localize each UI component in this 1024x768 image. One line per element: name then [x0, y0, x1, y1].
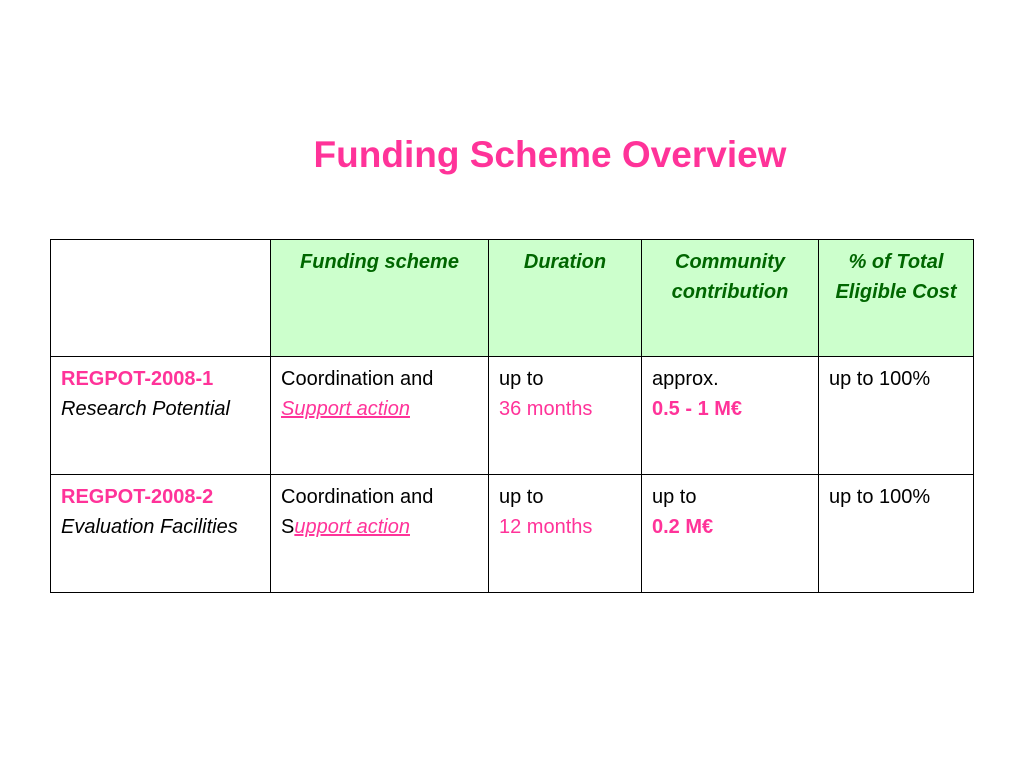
- support-action-link[interactable]: Support action: [281, 398, 410, 420]
- table-header-row: [51, 240, 974, 357]
- programme-code: REGPOT-2008-1: [61, 368, 214, 390]
- contribution-cell: [642, 357, 819, 475]
- table-row: [51, 475, 974, 593]
- programme-cell: [51, 357, 271, 475]
- header-funding-scheme: Funding scheme: [271, 240, 489, 357]
- support-action-link[interactable]: upport action: [294, 516, 410, 538]
- contribution-value: 0.2 M€: [652, 516, 714, 538]
- header-community-contribution: Community contribution: [642, 240, 819, 357]
- header-duration: Duration: [489, 240, 642, 357]
- programme-cell: [51, 475, 271, 593]
- duration-value: 36 months: [499, 398, 593, 420]
- contribution-value: 0.5 - 1 M€: [652, 398, 743, 420]
- table-row: [51, 357, 974, 475]
- scheme-prefix: Coordination and: [281, 368, 434, 390]
- contribution-prefix: up to: [652, 486, 697, 508]
- scheme-initial: S: [281, 516, 295, 538]
- duration-prefix: up to: [499, 486, 544, 508]
- funding-scheme-table: [50, 239, 974, 593]
- header-blank-cell: [51, 240, 271, 357]
- duration-cell: [489, 357, 642, 475]
- programme-code: REGPOT-2008-2: [61, 486, 214, 508]
- header-percent-total: % of Total Eligible Cost: [819, 240, 974, 357]
- page-title: Funding Scheme Overview: [313, 134, 787, 175]
- scheme-prefix: Coordination and: [281, 486, 434, 508]
- contribution-prefix: approx.: [652, 368, 719, 390]
- contribution-cell: [642, 475, 819, 593]
- percent-cell: up to 100%: [819, 475, 974, 593]
- scheme-cell: [271, 357, 489, 475]
- percent-cell: up to 100%: [819, 357, 974, 475]
- duration-value: 12 months: [499, 516, 593, 538]
- duration-prefix: up to: [499, 368, 544, 390]
- scheme-cell: [271, 475, 489, 593]
- programme-name: Research Potential: [61, 398, 230, 420]
- programme-name: Evaluation Facilities: [61, 516, 238, 538]
- duration-cell: [489, 475, 642, 593]
